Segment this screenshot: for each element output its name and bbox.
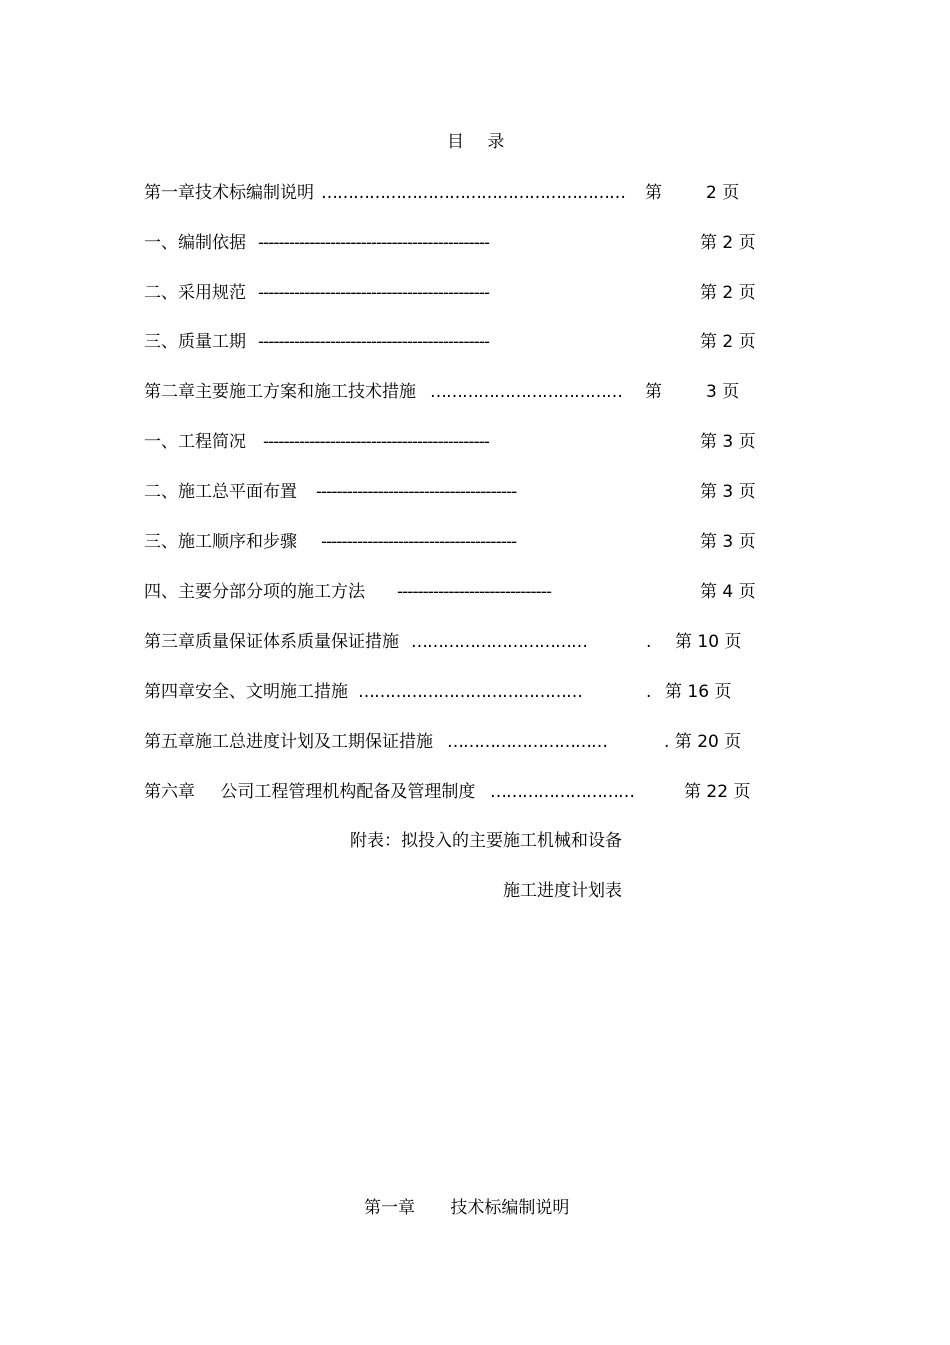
- toc-entry-label: 二、采用规范: [144, 283, 246, 303]
- toc-entry-label: 第六章 公司工程管理机构配备及管理制度: [144, 782, 476, 802]
- toc-entry-page: 第 2 页: [700, 283, 756, 303]
- toc-entry-label: 第四章安全、文明施工措施: [144, 682, 348, 702]
- toc-entry-page: 第 2 页: [700, 332, 756, 352]
- toc-entry-page: 第 3 页: [700, 532, 756, 552]
- toc-entry-page: . 第 20 页: [664, 732, 742, 752]
- toc-entry-page: 第 22 页: [684, 782, 751, 802]
- appendix-line-1: 附表：拟投入的主要施工机械和设备: [350, 831, 622, 851]
- toc-leader: ……………………………………: [358, 682, 582, 702]
- toc-entry-page: 第 3 页: [700, 432, 756, 452]
- toc-entry-label: 三、施工顺序和步骤: [144, 532, 297, 552]
- toc-entry-page: 第 4 页: [700, 582, 756, 602]
- chapter-heading: 第一章 技术标编制说明: [364, 1198, 570, 1218]
- toc-entry-page: 3 页: [706, 382, 740, 402]
- toc-leader: ---------------------------------------: [316, 482, 517, 502]
- toc-entry-prefix: 第: [645, 183, 662, 203]
- toc-leader: --------------------------------------------: [263, 432, 489, 452]
- toc-leader: ---------------------------------------------: [258, 233, 490, 253]
- toc-entry-page: 第 3 页: [700, 482, 756, 502]
- toc-entry-prefix: 第: [645, 382, 662, 402]
- toc-leader: …………………………………………………: [321, 183, 625, 203]
- toc-leader: ---------------------------------------------: [258, 332, 490, 352]
- toc-entry-label: 第五章施工总进度计划及工期保证措施: [144, 732, 433, 752]
- toc-entry-page: 第 2 页: [700, 233, 756, 253]
- toc-entry-label: 第一章技术标编制说明: [144, 183, 314, 203]
- toc-leader: ………………………: [490, 782, 634, 802]
- toc-leader: ……………………………: [411, 632, 587, 652]
- toc-leader: ------------------------------: [397, 582, 552, 602]
- toc-leader: --------------------------------------: [321, 532, 517, 552]
- toc-entry-prefix: .: [646, 682, 652, 702]
- toc-leader: …………………………: [447, 732, 607, 752]
- toc-entry-prefix: .: [646, 632, 652, 652]
- toc-entry-label: 三、质量工期: [144, 332, 246, 352]
- toc-entry-label: 二、施工总平面布置: [144, 482, 297, 502]
- toc-entry-label: 第三章质量保证体系质量保证措施: [144, 632, 399, 652]
- toc-entry-label: 第二章主要施工方案和施工技术措施: [144, 382, 416, 402]
- appendix-line-2: 施工进度计划表: [503, 881, 622, 901]
- toc-entry-label: 一、编制依据: [144, 233, 246, 253]
- toc-entry-label: 一、工程简况: [144, 432, 246, 452]
- toc-entry-page: 2 页: [706, 183, 740, 203]
- toc-leader: ………………………………: [430, 382, 622, 402]
- toc-leader: ---------------------------------------------: [258, 283, 490, 303]
- toc-entry-page: 第 10 页: [675, 632, 742, 652]
- toc-entry-label: 四、主要分部分项的施工方法: [144, 582, 365, 602]
- toc-entry-page: 第 16 页: [665, 682, 732, 702]
- toc-title: 目 录: [447, 132, 505, 152]
